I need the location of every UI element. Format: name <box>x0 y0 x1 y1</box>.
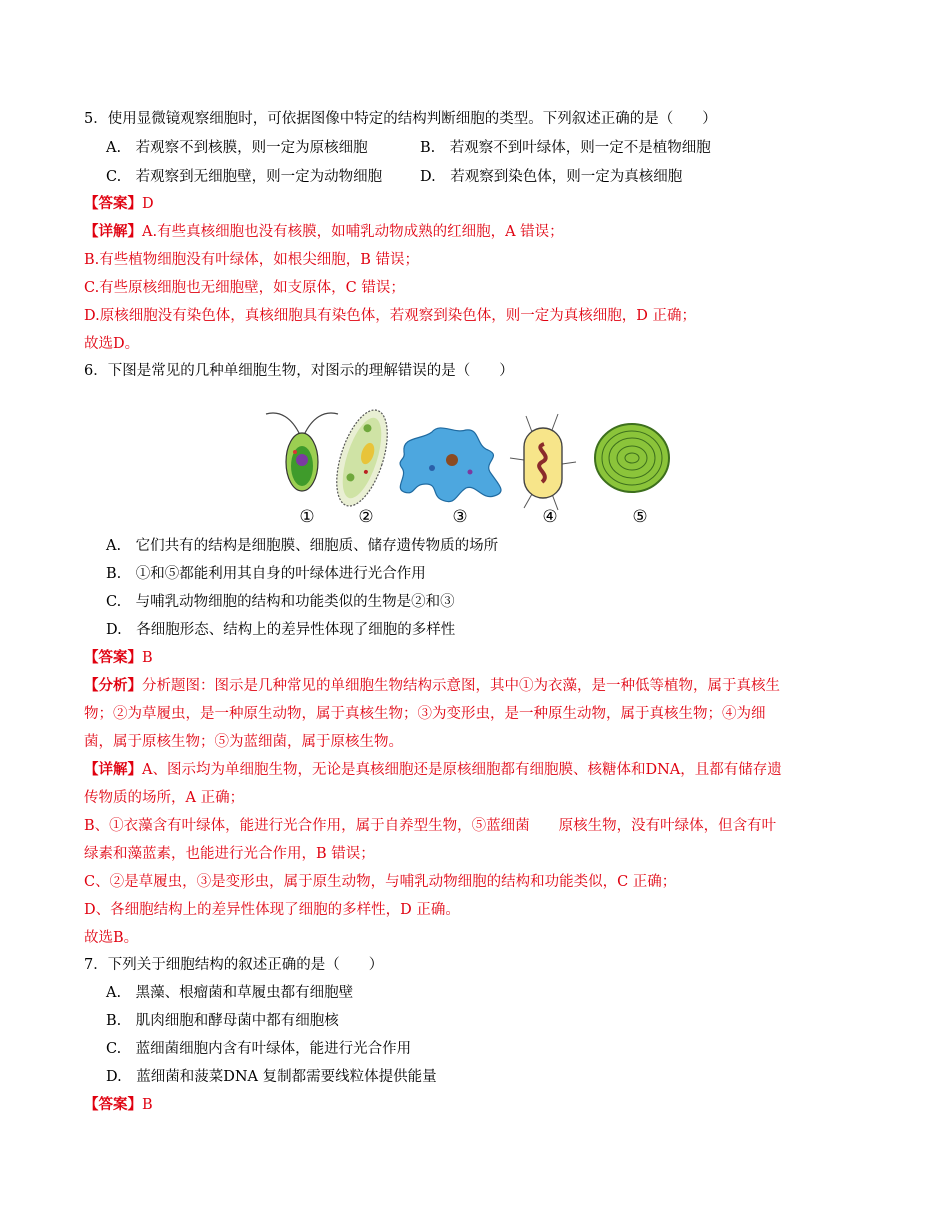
q7-option-a: A. 黑藻、根瘤菌和草履虫都有细胞壁 <box>106 985 354 1001</box>
q7-answer <box>84 1095 874 1115</box>
q6-answer <box>84 648 874 668</box>
detail-tag: 【详解】 <box>84 223 142 240</box>
q6-analysis-2: 物；②为草履虫，是一种原生动物，属于真核生物；③为变形虫，是一种原生动物，属于真核生物；④为细 <box>84 706 766 722</box>
cell-illustrations <box>262 400 670 528</box>
q5-option-b: B. 若观察不到叶绿体，则一定不是植物细胞 <box>420 140 711 156</box>
q5-conclusion: 故选D。 <box>84 336 140 352</box>
q5-detail-2: B.有些植物细胞没有叶绿体，如根尖细胞，B 错误； <box>84 252 420 268</box>
q6-option-a: A. 它们共有的结构是细胞膜、细胞质、储存遗传物质的场所 <box>106 538 499 554</box>
q7-option-d: D. 蓝细菌和菠菜DNA 复制都需要线粒体提供能量 <box>106 1069 437 1085</box>
answer-tag: 【答案】 <box>84 1096 142 1113</box>
detail-tag: 【详解】 <box>84 761 142 778</box>
q6-detail-3: B、①衣藻含有叶绿体，能进行光合作用，属于自养型生物，⑤蓝细菌 原核生物，没有叶绿体，但含有叶 <box>84 818 777 834</box>
paramecium-drawing <box>327 404 398 512</box>
bacterium-drawing <box>510 414 576 510</box>
cell-figure <box>262 400 670 528</box>
figure-label-5: ⑤ <box>632 507 648 527</box>
answer-tag: 【答案】 <box>84 649 142 666</box>
q6-option-d: D. 各细胞形态、结构上的差异性体现了细胞的多样性 <box>106 622 456 638</box>
q5-detail-1 <box>84 222 874 242</box>
q6-stem: 6．下图是常见的几种单细胞生物，对图示的理解错误的是（ ） <box>84 363 514 379</box>
answer-value: B <box>142 650 153 666</box>
q7-option-c: C. 蓝细菌细胞内含有叶绿体，能进行光合作用 <box>106 1041 412 1057</box>
chlamydomonas-drawing <box>266 413 338 491</box>
answer-value: B <box>142 1097 153 1113</box>
q5-option-a: A. 若观察不到核膜，则一定为原核细胞 <box>106 140 368 156</box>
q6-detail-2: 传物质的场所，A 正确； <box>84 790 245 806</box>
q6-detail-5: C、②是草履虫，③是变形虫，属于原生动物，与哺乳动物细胞的结构和功能类似，C 正确； <box>84 874 677 890</box>
answer-tag: 【答案】 <box>84 195 142 212</box>
analysis-tag: 【分析】 <box>84 677 142 694</box>
q6-option-b: B. ①和⑤都能利用其自身的叶绿体进行光合作用 <box>106 566 426 582</box>
figure-label-3: ③ <box>452 507 468 527</box>
answer-value: D <box>142 196 154 212</box>
q7-stem: 7．下列关于细胞结构的叙述正确的是（ ） <box>84 957 384 973</box>
figure-label-4: ④ <box>542 507 558 527</box>
q5-detail-3: C.有些原核细胞也无细胞壁，如支原体，C 错误； <box>84 280 405 296</box>
q7-option-b: B. 肌肉细胞和酵母菌中都有细胞核 <box>106 1013 339 1029</box>
q5-answer <box>84 194 874 214</box>
analysis-text: 分析题图：图示是几种常见的单细胞生物结构示意图，其中①为衣藻，是一种低等植物，属于真核生 <box>142 678 780 694</box>
q6-detail-6: D、各细胞结构上的差异性体现了细胞的多样性，D 正确。 <box>84 902 460 918</box>
q6-analysis-3: 菌，属于原核生物；⑤为蓝细菌，属于原核生物。 <box>84 734 403 750</box>
detail-text: A、图示均为单细胞生物，无论是真核细胞还是原核细胞都有细胞膜、核糖体和DNA，且都有储存遗 <box>142 762 782 778</box>
q6-detail-4: 绿素和藻蓝素，也能进行光合作用，B 错误； <box>84 846 375 862</box>
detail-text: A.有些真核细胞也没有核膜，如哺乳动物成熟的红细胞，A 错误； <box>142 224 564 240</box>
amoeba-drawing <box>400 428 501 502</box>
q6-detail-1 <box>84 760 874 780</box>
q5-stem: 5．使用显微镜观察细胞时，可依据图像中特定的结构判断细胞的类型。下列叙述正确的是（ ） <box>84 111 717 127</box>
q6-conclusion: 故选B。 <box>84 930 139 946</box>
figure-label-2: ② <box>358 507 374 527</box>
q6-analysis-1 <box>84 676 874 696</box>
figure-label-1: ① <box>299 507 315 527</box>
cyanobacterium-drawing <box>595 424 669 492</box>
q5-option-c: C. 若观察到无细胞壁，则一定为动物细胞 <box>106 169 383 185</box>
q5-option-d: D. 若观察到染色体，则一定为真核细胞 <box>420 169 683 185</box>
q5-detail-4: D.原核细胞没有染色体，真核细胞具有染色体，若观察到染色体，则一定为真核细胞，D 正确； <box>84 308 696 324</box>
q6-option-c: C. 与哺乳动物细胞的结构和功能类似的生物是②和③ <box>106 594 455 610</box>
